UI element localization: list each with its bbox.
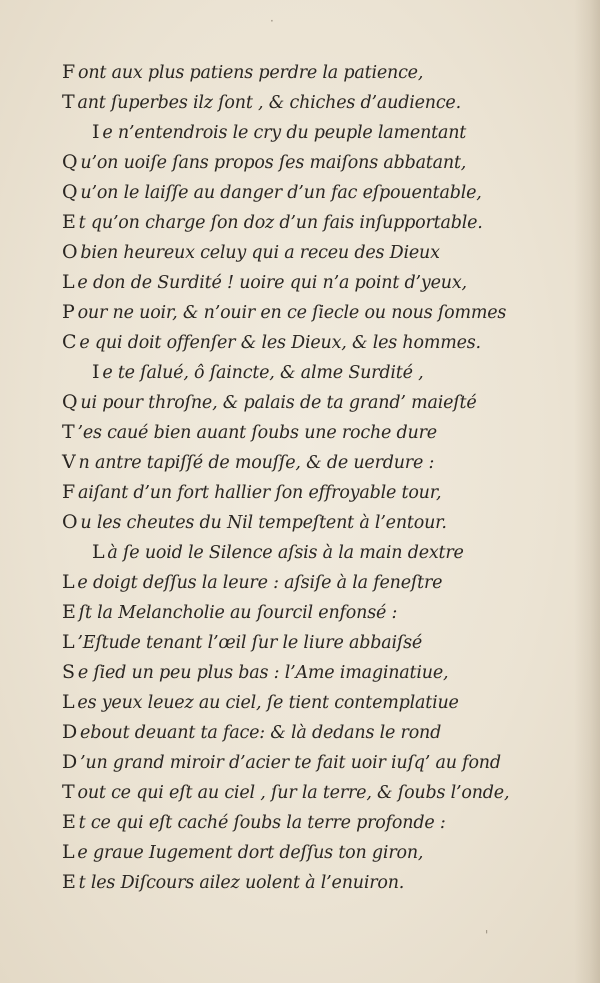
poem-line-19	[62, 597, 397, 627]
poem-line-22	[62, 687, 459, 717]
line-text: e qui doit offenſer & les Dieux, & les hommes.	[79, 333, 481, 353]
line-initial: F	[62, 481, 75, 503]
line-text: e don de Surdité ! uoire qui n’a point d’yeux,	[77, 273, 467, 293]
line-text: u les cheutes du Nil tempeſtent à l’entour.	[80, 513, 447, 533]
poem-line-13	[62, 417, 437, 447]
line-text: aiſant d’un fort hallier ſon effroyable tour,	[77, 483, 442, 503]
line-text: e n’entendrois le cry du peuple lamentant	[102, 123, 467, 143]
poem-line-10	[62, 327, 481, 357]
line-text: ſt la Melancholie au ſourcil enfonsé :	[78, 603, 398, 623]
line-text: à ſe uoid le Silence aſsis à la main dextre	[107, 543, 464, 563]
line-initial: D	[62, 721, 78, 743]
line-initial: F	[62, 61, 75, 83]
line-initial: I	[92, 361, 100, 383]
line-initial: Q	[62, 391, 78, 413]
line-text: t les Diſcours ailez uolent à l’enuiron.	[78, 873, 405, 893]
poem-line-26	[62, 807, 446, 837]
poem-line-11	[92, 357, 423, 387]
line-text: e ſied un peu plus bas : l’Ame imaginatiue,	[77, 663, 449, 683]
poem-line-3	[92, 117, 466, 147]
poem-line-9	[62, 297, 506, 327]
poem-line-28	[62, 867, 404, 897]
line-text: u’on le laiſſe au danger d’un fac eſpouentable,	[80, 183, 482, 203]
poem-line-4	[62, 147, 466, 177]
line-text: t ce qui eſt caché ſoubs la terre profonde :	[78, 813, 446, 833]
line-initial: Q	[62, 181, 78, 203]
line-initial: P	[62, 301, 75, 323]
line-text: ui pour throſne, & palais de ta grand’ maieſté	[80, 393, 477, 413]
line-initial: L	[92, 541, 105, 563]
line-initial: T	[62, 421, 75, 443]
line-text: es yeux leuez au ciel, ſe tient contemplatiue	[77, 693, 459, 713]
poem-line-23	[62, 717, 441, 747]
line-text: ant ſuperbes ilz ſont , & chiches d’audience.	[77, 93, 461, 113]
poem-line-5	[62, 177, 482, 207]
line-initial: C	[62, 331, 77, 353]
line-initial: O	[62, 241, 78, 263]
poem-line-20	[62, 627, 422, 657]
poem-line-18	[62, 567, 442, 597]
line-text: ’Eſtude tenant l’œil ſur le liure abbaiſsé	[77, 633, 423, 653]
line-text: e te ſalué, ô ſaincte, & alme Surdité ,	[102, 363, 424, 383]
line-initial: S	[62, 661, 75, 683]
line-initial: E	[62, 211, 76, 233]
line-text: out ce qui eſt au ciel , ſur la terre, & ſoubs l’onde,	[77, 783, 510, 803]
line-text: e graue Iugement dort deſſus ton giron,	[77, 843, 424, 863]
line-initial: O	[62, 511, 78, 533]
poem-line-1	[62, 57, 423, 87]
poem-line-6	[62, 207, 483, 237]
line-initial: E	[62, 601, 76, 623]
line-text: ebout deuant ta face: & là dedans le rond	[80, 723, 442, 743]
line-initial: E	[62, 811, 76, 833]
line-initial: L	[62, 841, 75, 863]
line-text: our ne uoir, & n’ouir en ce ſiecle ou nous ſommes	[77, 303, 507, 323]
line-text: n antre tapiſſé de mouſſe, & de uerdure :	[78, 453, 435, 473]
line-text: u’on uoiſe ſans propos ſes maiſons abbatant,	[80, 153, 467, 173]
line-initial: L	[62, 571, 75, 593]
line-initial: T	[62, 781, 75, 803]
line-text: t qu’on charge ſon doz d’un fais inſupportable.	[78, 213, 483, 233]
line-initial: L	[62, 691, 75, 713]
poem-line-15	[62, 477, 441, 507]
line-initial: V	[62, 451, 76, 473]
line-initial: I	[92, 121, 100, 143]
poem-line-8	[62, 267, 467, 297]
poem-line-12	[62, 387, 477, 417]
poem-line-14	[62, 447, 434, 477]
poem-line-21	[62, 657, 448, 687]
line-initial: L	[62, 271, 75, 293]
poem-line-27	[62, 837, 423, 867]
poem-line-2	[62, 87, 461, 117]
line-text: e doigt deſſus la leure : aſsiſe à la feneſtre	[77, 573, 443, 593]
poem-line-17	[92, 537, 464, 567]
line-text: ont aux plus patiens perdre la patience,	[77, 63, 424, 83]
paper-speck: ·	[270, 14, 274, 28]
line-initial: T	[62, 91, 75, 113]
poem-line-7	[62, 237, 440, 267]
line-initial: L	[62, 631, 75, 653]
line-text: bien heureux celuy qui a receu des Dieux	[80, 243, 440, 263]
poem-line-24	[62, 747, 501, 777]
line-initial: Q	[62, 151, 78, 173]
poem-line-25	[62, 777, 509, 807]
paper-speck: '	[485, 928, 489, 942]
line-text: ’un grand miroir d’acier te fait uoir iuſq’ au fond	[80, 753, 501, 773]
line-initial: D	[62, 751, 78, 773]
poem-line-16	[62, 507, 447, 537]
line-initial: E	[62, 871, 76, 893]
line-text: ’es caué bien auant ſoubs une roche dure	[77, 423, 437, 443]
